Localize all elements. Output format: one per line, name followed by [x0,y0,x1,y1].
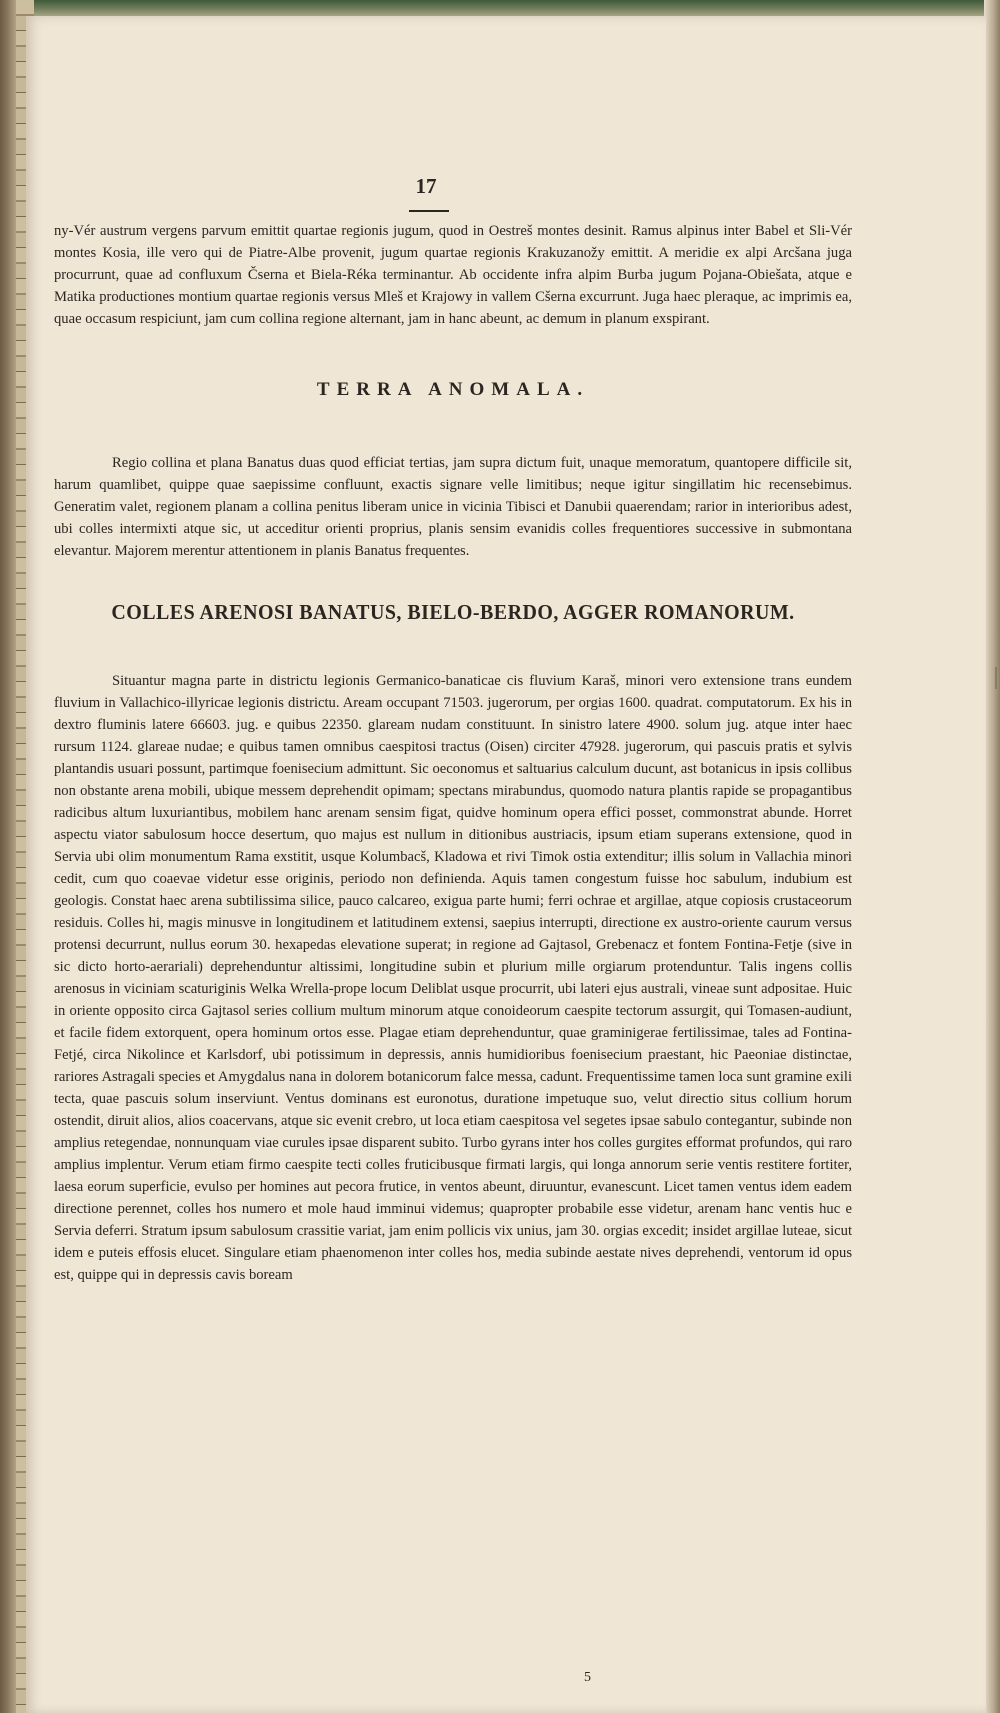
page-number: 17 [415,174,437,198]
paragraph-anomala: Regio collina et plana Banatus duas quod efficiat tertias, jam supra dictum fuit, unaque memoratum, quantopere difficile sit, harum quamlibet, quippe quae saepissime confluunt, exactis signare velle limitibus; neque igitur singillatim hic recensebimus. Generatim valet, regionem planam a collina penitus liberam unice in vicinia Tibisci et Danubii quaerendam; rarior in interioribus adest, ubi colles intermixti atque sic, ut acceditur orienti proprius, planis sensim evanidis colles frequentiores successive in submontana elevantur. Majorem merentur attentionem in planis Banatus frequentes. [54,455,852,559]
page-right-edge [984,0,1000,1713]
signature-mark: 5 [584,1670,591,1685]
heading-terra-anomala: TERRA ANOMALA. [316,379,590,400]
text-block-anomala [54,452,852,562]
paragraph-intro: ny-Vér austrum vergens parvum emittit quartae regionis jugum, quod in Oestreš montes desinit. Ramus alpinus inter Babel et Sli-Vér montes Kosia, ille vero qui de Piatre-Albe provenit, jugum quartae regionis Krakuzanožy emittit. A meridie ex alpi Arcšana juga procurrunt, quae ad confluxum Čserna et Biela-Réka terminantur. Ab occidente infra alpim Burba jugum Pojana-Obiešata, atque e Matika productiones montium quartae regionis versus Mleš et Krajowy in vallem Cšerna excurrunt. Juga haec pleraque, ac imprimis ea, quae occasum respiciunt, jam cum collina regione alternant, jam in hanc abeunt, ac demum in planum exspirant. [54,223,852,327]
book-page [26,16,986,1713]
binding-edge [0,0,16,1713]
page-number-underline [409,210,449,212]
paragraph-colles: Situantur magna parte in districtu legionis Germanico-banaticae cis fluvium Karaš, minori vero extensione trans eundem fluvium in Vallachico-illyricae legionis districtu. Aream occupant 71503. jugerorum, per orgias 1600. quadrat. computatorum. Ex his in dextro fluminis latere 66603. jug. e quibus 22350. glaream nudam constituunt. In sinistro latere 4900. solum jug. atque inter haec rursum 1124. glareae nudae; e quibus tamen omnibus caespitosi tractus (Oisen) circiter 47928. jugerorum, qui pascuis pratis et sylvis plantandis usuari possunt, partimque foenisecium admittunt. Sic oeconomus et saltuarius calculum ducunt, ast botanicus in ipsis collibus non obstante arena mobili, ubique messem deprehendit opimam; spectans mirabundus, quomodo natura plantis rapide se propagantibus radicibus altum luxuriantibus, mobilem hanc arenam sensim figat, quidve hominum opera effici posset, commonstrat abunde. Horret aspectu viator sabulosum hocce desertum, quo majus est nullum in ditionibus austriacis, ipsum etiam superans extensione, quod in Servia ubi olim monumentum Rama exstitit, usque Kolumbacš, Kladowa et rivi Timok ostia extenditur; illis solum in Vallachia minori cedit, cum quo coaevae videtur esse originis, periodo non definienda. Aquis tamen congestum fuisse hoc sabulum, indubium est geologis. Constat haec arena subtilissima silice, pauco calcareo, exigua parte humi; ferri ochrae et argillae, atque copiosis crustaceorum residuis. Colles hi, magis minusve in longitudinem et latitudinem extensi, saepius interrupti, directione ex austro-oriente caurum versus protensi decurrunt, nullus eorum 30. hexapedas elevatione superat; in regione ad Gajtasol, Grebenacz et fontem Fontina-Fetje (sive in sic dicto horto-aerariali) deprehenduntur altissimi, longitudine subin et plurium mille orgiarum protenduntur. Talis ingens collis arenosus in viciniam scaturiginis Welka Wrella-prope locum Deliblat usque procurrit, ubi lateri ejus australi, vineae sunt adpositae. Huic in oriente opposito circa Gajtasol series collium multum minorum atque conoideorum caespite tectorum assurgit, qui Tomasen-audiunt, et facile fidem extorquent, opera hominum ortos esse. Plagae etiam deprehenduntur, quae graminigerae fertilissimae, tales ad Fontina-Fetjé, circa Nikolince et Karlsdorf, ubi potissimum in depressis, annis humidioribus foenisecium praestant, hic Paeoniae distinctae, rariores Astragali species et Amygdalus nana in dolorem botanicorum falce messa, cadunt. Frequentissime tamen loca sunt gramine exili tecta, quae pascuis solum inserviunt. Ventus dominans est euronotus, durationе impetuque suo, velut directio situs collium horum ostendit, diruit alios, alios coacervans, atque sic evenit crebro, ut loca etiam caespitosa vel segetes ipsae sabulo contegantur, subinde non amplius retegendae, nonnunquam viae curules ipsae disparent subito. Turbo gyrans inter hos colles gurgites efformat profundos, qui raro amplius implentur. Verum etiam firmo caespite tecti colles fruticibusque firmati largis, qui longa annorum serie ventis restitere fortiter, laesa eorum superficie, evulso per homines aut pecora frutice, in ventos abeunt, diruuntur, evanescunt. Licet tamen ventus idem eadem directione perennet, colles hos numero et mole haud imminui videmus; quapropter probabile esse videtur, arenam hanc ventis huc e Servia deferri. Stratum ipsum sabulosum crassitie variat, jam enim pollicis vix unius, jam 30. orgias excedit; insidet argillae luteae, sicut idem e puteis effosis elucet. Singulare etiam phaenomenon inter colles hos, media subinde aestate nives deprehendi, ventorum id opus est, quippe qui in depressis cavis boream [54,673,852,1283]
text-block-intro [54,220,852,330]
heading-colles-arenosi: COLLES ARENOSI BANATUS, BIELO-BERDO, AGGER ROMANORUM. [111,600,795,624]
margin-mark [995,667,997,689]
text-block-colles [54,670,852,1286]
